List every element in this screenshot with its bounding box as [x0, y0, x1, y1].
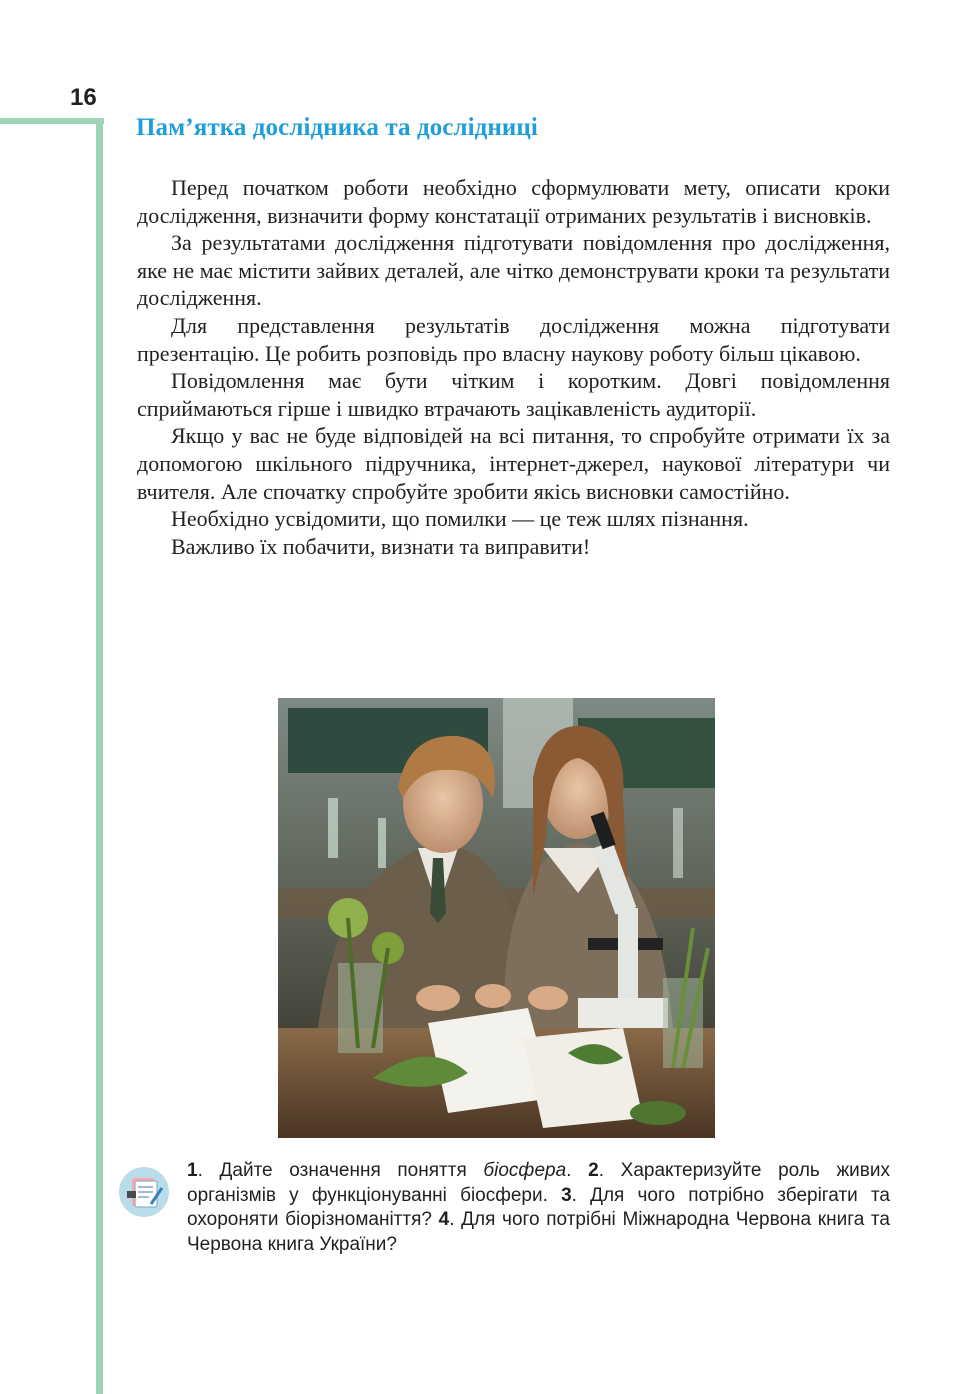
questions-notebook-icon [118, 1166, 170, 1218]
question-number: 2 [588, 1160, 599, 1181]
question-number: 1 [187, 1160, 198, 1181]
section-title: Пам’ятка дослідника та дослідниці [136, 114, 538, 141]
margin-bar-side [96, 118, 103, 1394]
page-number: 16 [70, 84, 97, 111]
question-number: 3 [561, 1184, 572, 1206]
students-microscope-illustration [278, 698, 715, 1138]
question-text: . Для чого потрібні Міжнародна Червона книга та Червона книга України? [187, 1209, 890, 1255]
paragraph: Якщо у вас не буде відповідей на всі питання, то спробуйте отримати їх за допомогою шкільного підручника, інтернет-джерел, наукової літератури чи вчителя. Але спочатку спробуйте зробити якісь висновки самостійно. [137, 423, 890, 504]
paragraph: За результатами дослідження підготувати повідомлення про дослідження, яке не має містити зайвих деталей, але чітко демонструвати кроки та результати дослідження. [137, 230, 890, 311]
question-text: . [566, 1160, 589, 1181]
margin-bar-top [0, 118, 104, 124]
review-questions [187, 1159, 890, 1257]
body-text [137, 174, 890, 560]
question-text: . Дайте означення поняття [197, 1160, 484, 1181]
paragraph: Повідомлення має бути чітким і коротким. Довгі повідомлення сприймаються гірше і швидко втрачають зацікавленість аудиторії. [137, 368, 890, 421]
paragraph: Важливо їх побачити, визнати та виправити! [171, 533, 591, 559]
paragraph: Для представлення результатів дослідження можна підготувати презентацію. Це робить розповідь про власну наукову роботу більш цікавою. [137, 312, 890, 366]
paragraph: Необхідно усвідомити, що помилки — це теж шлях пізнання. [171, 506, 749, 532]
question-text: . Характеризуйте роль живих організмів у функціонуванні біосфери. [187, 1160, 891, 1206]
question-term: біосфера [483, 1160, 567, 1181]
question-number: 4 [438, 1209, 450, 1231]
question-text: . Для чого потрібно зберігати та охороняти біорізноманіття? [187, 1184, 890, 1231]
paragraph: Перед початком роботи необхідно сформулювати мету, описати кроки дослідження, визначити форму констатації отриманих результатів і висновків. [137, 175, 890, 228]
